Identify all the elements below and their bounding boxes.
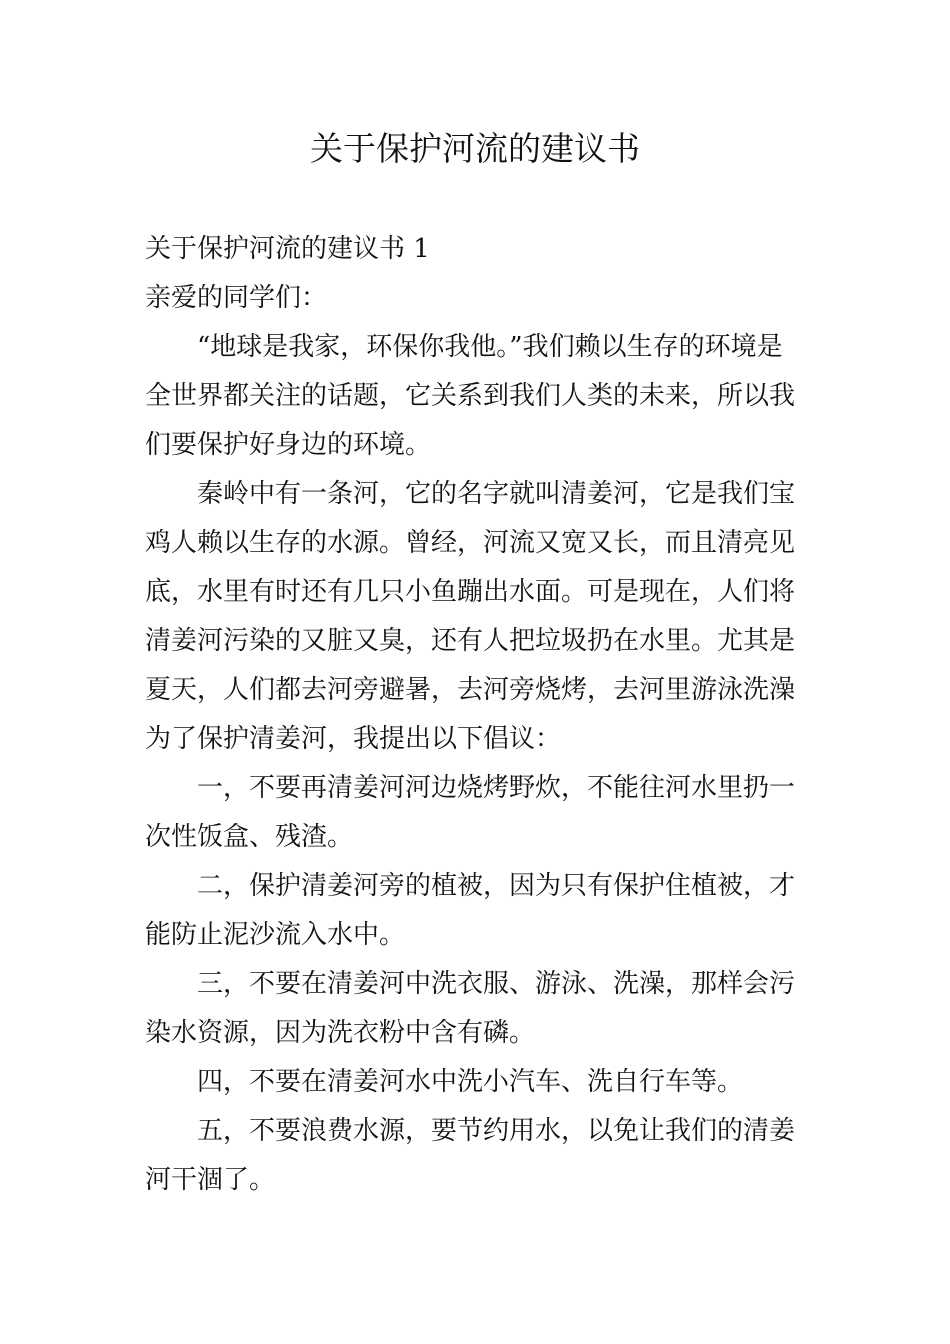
document-body (145, 225, 807, 1205)
proposal-item-5: 五，不要浪费水源，要节约用水，以免让我们的清姜河干涸了。 (145, 1116, 796, 1195)
subtitle-line: 关于保护河流的建议书 1 (145, 234, 430, 264)
paragraph-intro: “地球是我家，环保你我他。”我们赖以生存的环境是全世界都关注的话题，它关系到我们人类的未来，所以我们要保护好身边的环境。 (145, 332, 796, 460)
proposal-item-3: 三，不要在清姜河中洗衣服、游泳、洗澡，那样会污染水资源，因为洗衣粉中含有磷。 (145, 969, 796, 1048)
proposal-item-1: 一，不要再清姜河河边烧烤野炊，不能往河水里扔一次性饭盒、残渣。 (145, 773, 796, 852)
proposal-item-2: 二，保护清姜河旁的植被，因为只有保护住植被，才能防止泥沙流入水中。 (145, 871, 796, 950)
proposal-item-4: 四，不要在清姜河水中洗小汽车、洗自行车等。 (197, 1067, 744, 1097)
salutation: 亲爱的同学们： (145, 283, 328, 313)
document-title: 关于保护河流的建议书 (310, 129, 640, 168)
paragraph-river-description: 秦岭中有一条河，它的名字就叫清姜河，它是我们宝鸡人赖以生存的水源。曾经，河流又宽又长，而且清亮见底，水里有时还有几只小鱼蹦出水面。可是现在，人们将清姜河污染的又脏又臭，还有人把垃圾扔在水里。尤其是夏天，人们都去河旁避暑，去河旁烧烤，去河里游泳洗澡为了保护清姜河，我提出以下倡议： (145, 479, 796, 754)
